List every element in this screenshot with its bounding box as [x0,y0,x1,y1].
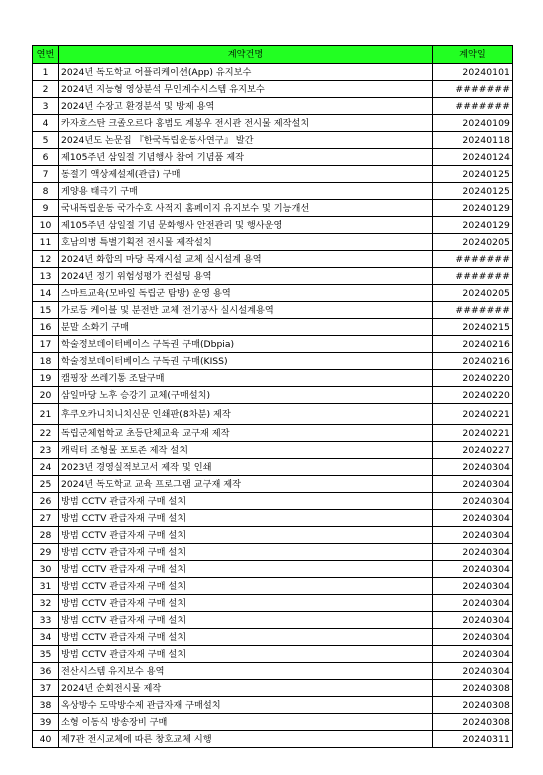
row-serial: 3 [33,98,59,115]
table-row [33,149,513,166]
row-contract-name: 소형 이동식 방송장비 구매 [59,714,433,731]
row-serial: 27 [33,510,59,527]
row-serial: 33 [33,612,59,629]
row-contract-date: ####### [433,251,513,268]
row-contract-name: 방범 CCTV 관급자재 구매 설치 [59,578,433,595]
row-contract-name: 후쿠오카니치니치신문 인쇄판(8차분) 제작 [59,404,433,425]
row-serial: 11 [33,234,59,251]
row-contract-name: 2024년 지능형 영상분석 무인계수시스템 유지보수 [59,81,433,98]
table-row [33,697,513,714]
header-contract-name: 계약건명 [59,46,433,64]
row-contract-date: 20240311 [433,731,513,748]
row-contract-name: 제7관 전시교체에 따른 창호교체 시행 [59,731,433,748]
row-contract-date: 20240101 [433,64,513,81]
row-contract-date: 20240215 [433,319,513,336]
table-row [33,510,513,527]
row-serial: 12 [33,251,59,268]
row-contract-date: ####### [433,302,513,319]
table-row [33,370,513,387]
row-contract-date: 20240304 [433,527,513,544]
row-serial: 15 [33,302,59,319]
row-contract-name: 방범 CCTV 관급자재 구매 설치 [59,544,433,561]
row-contract-name: 방범 CCTV 관급자재 구매 설치 [59,595,433,612]
row-contract-date: 20240304 [433,578,513,595]
table-row [33,302,513,319]
row-contract-name: 국내독립운동 국가수호 사적지 홈페이지 유지보수 및 기능개선 [59,200,433,217]
table-row [33,459,513,476]
table-row [33,234,513,251]
row-contract-date: 20240304 [433,629,513,646]
table-row [33,319,513,336]
row-serial: 23 [33,442,59,459]
header-serial: 연번 [33,46,59,64]
row-serial: 30 [33,561,59,578]
table-row [33,268,513,285]
row-contract-date: 20240304 [433,561,513,578]
row-contract-date: 20240227 [433,442,513,459]
row-contract-name: 독립군체험학교 초등단체교육 교구재 제작 [59,425,433,442]
row-contract-date: 20240216 [433,336,513,353]
table-row [33,731,513,748]
row-contract-name: 방범 CCTV 관급자재 구매 설치 [59,612,433,629]
row-serial: 5 [33,132,59,149]
table-row [33,442,513,459]
row-serial: 32 [33,595,59,612]
row-contract-date: 20240304 [433,510,513,527]
row-contract-name: 2024년 정기 위험성평가 컨설팅 용역 [59,268,433,285]
row-contract-date: 20240304 [433,646,513,663]
row-serial: 16 [33,319,59,336]
row-contract-name: 캠핑장 쓰레기통 조달구매 [59,370,433,387]
row-contract-name: 2024년 독도학교 교육 프로그램 교구재 제작 [59,476,433,493]
row-contract-name: 2024년 화합의 마당 목재시설 교체 실시설계 용역 [59,251,433,268]
table-row [33,64,513,81]
row-serial: 17 [33,336,59,353]
row-serial: 6 [33,149,59,166]
row-contract-date: 20240304 [433,663,513,680]
row-serial: 4 [33,115,59,132]
row-serial: 20 [33,387,59,404]
row-contract-date: 20240129 [433,217,513,234]
row-contract-name: 2024년 순회전시물 제작 [59,680,433,697]
row-contract-name: 제105주년 삼일절 기념 문화행사 안전관리 및 행사운영 [59,217,433,234]
row-contract-name: 방범 CCTV 관급자재 구매 설치 [59,510,433,527]
row-contract-name: 2023년 경영실적보고서 제작 및 인쇄 [59,459,433,476]
row-serial: 24 [33,459,59,476]
row-contract-name: 옥상방수 도막방수제 관급자재 구매설치 [59,697,433,714]
table-row [33,251,513,268]
row-contract-date: 20240304 [433,493,513,510]
header-row [33,46,513,64]
row-contract-date: 20240220 [433,387,513,404]
row-serial: 29 [33,544,59,561]
row-serial: 34 [33,629,59,646]
row-serial: 26 [33,493,59,510]
table-row [33,612,513,629]
row-serial: 9 [33,200,59,217]
table-row [33,663,513,680]
row-serial: 21 [33,404,59,425]
table-row [33,166,513,183]
table-row [33,353,513,370]
row-serial: 39 [33,714,59,731]
row-contract-date: 20240221 [433,404,513,425]
row-contract-name: 전산시스템 유지보수 용역 [59,663,433,680]
table-row [33,544,513,561]
table-row [33,561,513,578]
row-contract-name: 분말 소화기 구매 [59,319,433,336]
table-row [33,336,513,353]
table-row [33,646,513,663]
row-contract-date: 20240308 [433,714,513,731]
row-contract-date: ####### [433,98,513,115]
row-serial: 1 [33,64,59,81]
contracts-table [32,45,513,748]
row-contract-date: 20240220 [433,370,513,387]
row-contract-date: 20240205 [433,234,513,251]
row-contract-date: 20240304 [433,612,513,629]
row-serial: 7 [33,166,59,183]
row-contract-date: 20240109 [433,115,513,132]
row-contract-name: 가로등 케이블 및 분전반 교체 전기공사 실시설계용역 [59,302,433,319]
row-contract-name: 게양용 태극기 구매 [59,183,433,200]
table-row [33,115,513,132]
row-serial: 31 [33,578,59,595]
row-contract-date: 20240118 [433,132,513,149]
table-row [33,476,513,493]
row-contract-date: 20240124 [433,149,513,166]
row-contract-name: 방범 CCTV 관급자재 구매 설치 [59,527,433,544]
row-serial: 10 [33,217,59,234]
table-body [33,64,513,748]
row-contract-date: ####### [433,81,513,98]
row-contract-date: 20240125 [433,166,513,183]
table-row [33,200,513,217]
row-contract-name: 방범 CCTV 관급자재 구매 설치 [59,493,433,510]
table-row [33,595,513,612]
row-contract-date: 20240304 [433,544,513,561]
row-contract-name: 방범 CCTV 관급자재 구매 설치 [59,561,433,578]
row-contract-date: 20240221 [433,425,513,442]
row-contract-name: 방범 CCTV 관급자재 구매 설치 [59,646,433,663]
table-row [33,714,513,731]
row-serial: 8 [33,183,59,200]
row-contract-name: 제105주년 삼일절 기념행사 참여 기념품 제작 [59,149,433,166]
table-row [33,404,513,425]
table-row [33,578,513,595]
row-serial: 28 [33,527,59,544]
table-row [33,217,513,234]
row-contract-date: 20240129 [433,200,513,217]
row-contract-name: 학술정보데이터베이스 구독권 구매(KISS) [59,353,433,370]
row-contract-name: 2024년 독도학교 어플리케이션(App) 유지보수 [59,64,433,81]
table-row [33,387,513,404]
row-contract-name: 카자흐스탄 크졸오르다 홍범도 계봉우 전시관 전시물 제작설치 [59,115,433,132]
row-serial: 22 [33,425,59,442]
table-row [33,285,513,302]
row-contract-date: 20240125 [433,183,513,200]
row-contract-date: 20240205 [433,285,513,302]
header-contract-date: 계약일 [433,46,513,64]
row-serial: 40 [33,731,59,748]
row-contract-name: 2024년도 논문집 『한국독립운동사연구』 발간 [59,132,433,149]
row-contract-name: 방범 CCTV 관급자재 구매 설치 [59,629,433,646]
row-contract-date: 20240304 [433,595,513,612]
table-row [33,183,513,200]
table-row [33,680,513,697]
table-row [33,629,513,646]
row-contract-name: 스마트교육(모바일 독립군 탐방) 운영 용역 [59,285,433,302]
row-contract-date: 20240216 [433,353,513,370]
row-serial: 38 [33,697,59,714]
row-serial: 37 [33,680,59,697]
table-row [33,98,513,115]
row-contract-name: 동절기 액상제설제(관급) 구매 [59,166,433,183]
row-contract-name: 삼일마당 노후 승강기 교체(구매설치) [59,387,433,404]
row-serial: 36 [33,663,59,680]
row-serial: 35 [33,646,59,663]
row-serial: 14 [33,285,59,302]
row-contract-name: 호남의병 특별기획전 전시물 제작설치 [59,234,433,251]
table-row [33,425,513,442]
row-contract-date: 20240308 [433,697,513,714]
row-serial: 25 [33,476,59,493]
row-contract-date: 20240304 [433,459,513,476]
row-contract-name: 학술정보데이터베이스 구독권 구매(Dbpia) [59,336,433,353]
row-contract-date: 20240308 [433,680,513,697]
table-row [33,132,513,149]
row-serial: 18 [33,353,59,370]
row-contract-name: 2024년 수장고 환경분석 및 방제 용역 [59,98,433,115]
table-row [33,81,513,98]
table-row [33,527,513,544]
row-serial: 13 [33,268,59,285]
row-contract-name: 캐릭터 조형물 포토존 제작 설치 [59,442,433,459]
table-row [33,493,513,510]
row-contract-date: ####### [433,268,513,285]
row-serial: 2 [33,81,59,98]
row-serial: 19 [33,370,59,387]
row-contract-date: 20240304 [433,476,513,493]
